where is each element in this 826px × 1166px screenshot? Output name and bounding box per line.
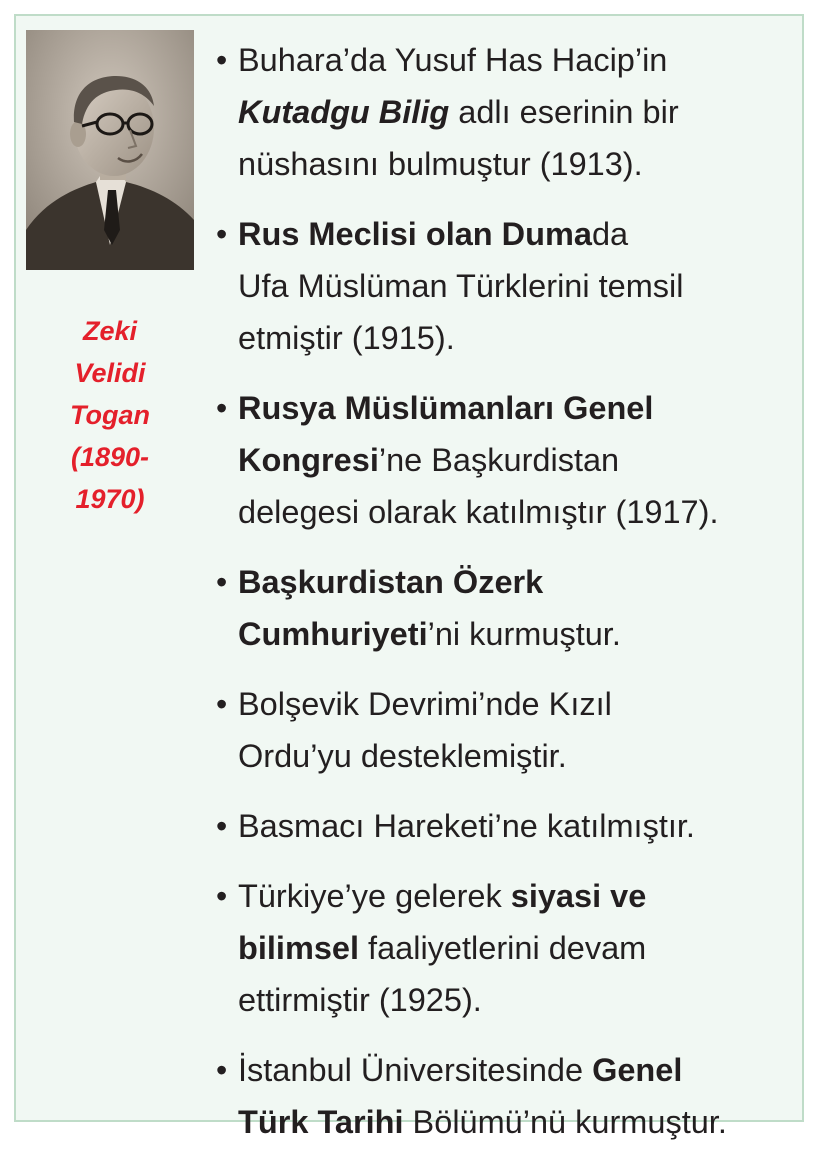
body-text: Ordu’yu desteklemiştir. — [238, 738, 567, 774]
body-text: nüshasını bulmuştur (1913). — [238, 146, 643, 182]
caption-line: 1970) — [75, 484, 145, 514]
body-text: ’ni kurmuştur. — [427, 616, 621, 652]
emphasis-text: Rus Meclisi olan Duma — [238, 216, 592, 252]
list-item — [212, 34, 802, 190]
body-text: Buhara’da Yusuf Has Hacip’in — [238, 42, 668, 78]
bullet-icon: • — [216, 216, 228, 252]
info-card — [14, 14, 804, 1140]
body-text: Basmacı Hareketi’ne katılmıştır. — [238, 808, 695, 844]
list-item-line — [238, 260, 802, 312]
list-item-line — [238, 1044, 802, 1096]
list-item-line — [238, 86, 802, 138]
body-text: da — [591, 216, 629, 252]
list-item-line — [238, 34, 802, 86]
portrait-photo — [26, 30, 194, 270]
bullet-icon: • — [216, 42, 228, 78]
caption-line: Zeki — [82, 316, 138, 346]
bullet-icon: • — [216, 808, 228, 844]
list-item-line — [238, 678, 802, 730]
list-item-line — [238, 800, 802, 852]
list-item-line — [238, 382, 802, 434]
body-text: İstanbul Üniversitesinde — [238, 1052, 593, 1088]
bullet-icon: • — [216, 564, 228, 600]
bullet-icon: • — [216, 1052, 228, 1088]
list-item — [212, 208, 802, 364]
body-text: Bölümü’nü kurmuştur. — [403, 1104, 727, 1140]
caption-line: (1890- — [70, 442, 150, 472]
list-item — [212, 870, 802, 1026]
emphasis-text: siyasi ve — [510, 878, 647, 914]
list-item-line — [238, 922, 802, 974]
bullet-icon: • — [216, 878, 228, 914]
body-text: Ufa Müslüman Türklerini temsil — [238, 268, 684, 304]
portrait-caption — [26, 310, 194, 520]
list-item-line — [238, 434, 802, 486]
list-item-line — [238, 486, 802, 538]
caption-line: Velidi — [74, 358, 146, 388]
body-text: delegesi olarak katılmıştır (1917). — [238, 494, 719, 530]
caption-line: Togan — [70, 400, 150, 430]
list-item — [212, 1044, 802, 1148]
body-text: Türkiye’ye gelerek — [238, 878, 511, 914]
emphasis-text: Başkurdistan Özerk — [238, 564, 544, 600]
list-item-line — [238, 208, 802, 260]
body-text: ettirmiştir (1925). — [238, 982, 482, 1018]
emphasis-text: Kutadgu Bilig — [238, 94, 450, 130]
body-text: Bolşevik Devrimi’nde Kızıl — [238, 686, 612, 722]
list-item-line — [238, 974, 802, 1026]
list-item — [212, 556, 802, 660]
list-item-line — [238, 1096, 802, 1148]
body-text: adlı eserinin bir — [449, 94, 679, 130]
list-item — [212, 800, 802, 852]
portrait-column — [26, 30, 198, 520]
emphasis-text: Genel — [592, 1052, 683, 1088]
body-text: etmiştir (1915). — [238, 320, 455, 356]
list-item — [212, 678, 802, 782]
bullet-icon: • — [216, 390, 228, 426]
emphasis-text: Cumhuriyeti — [238, 616, 428, 652]
body-text: faaliyetlerini devam — [359, 930, 647, 966]
list-item-line — [238, 556, 802, 608]
bullet-icon: • — [216, 686, 228, 722]
fact-list — [212, 34, 802, 1166]
emphasis-text: Türk Tarihi — [238, 1104, 404, 1140]
emphasis-text: Rusya Müslümanları Genel — [238, 390, 654, 426]
list-item — [212, 382, 802, 538]
body-text: ’ne Başkurdistan — [378, 442, 620, 478]
list-item-line — [238, 870, 802, 922]
emphasis-text: Kongresi — [238, 442, 379, 478]
list-item-line — [238, 730, 802, 782]
list-item-line — [238, 608, 802, 660]
list-item-line — [238, 138, 802, 190]
emphasis-text: bilimsel — [238, 930, 360, 966]
list-item-line — [238, 312, 802, 364]
